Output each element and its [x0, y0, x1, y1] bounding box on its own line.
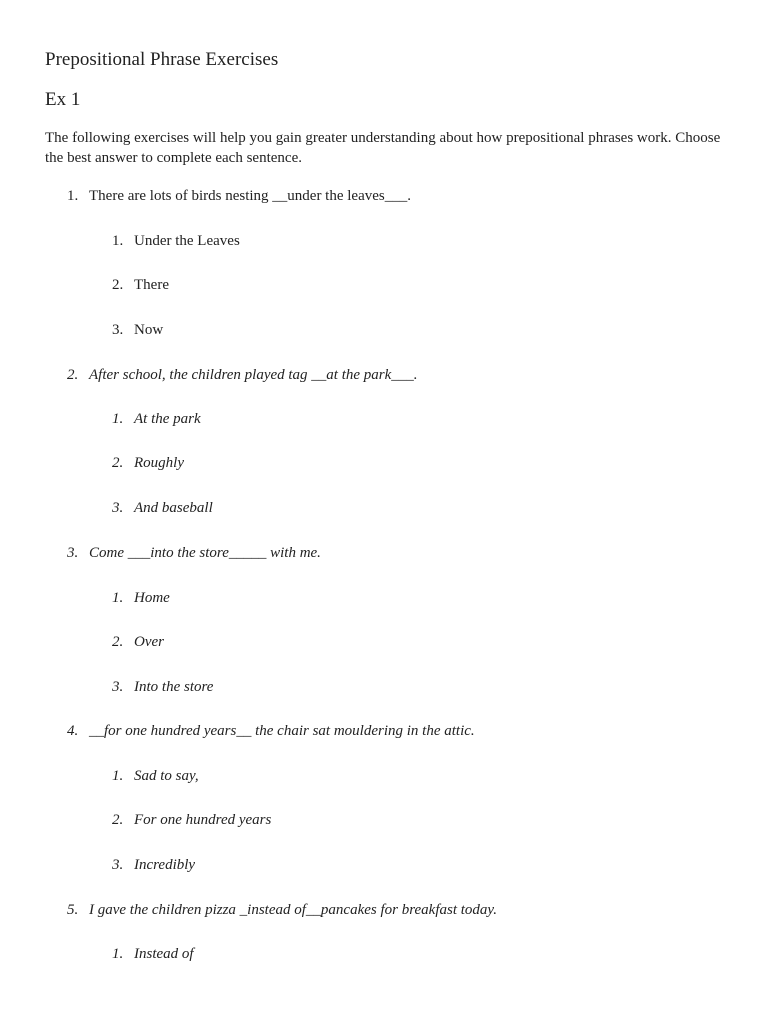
question-5: [67, 900, 497, 920]
intro-paragraph: The following exercises will help you gain greater understanding about how prepositional phrases work. Choose the best answer to complete each sentence.: [45, 130, 721, 166]
question-text: I gave the children pizza _instead of__pancakes for breakfast today.: [89, 902, 497, 918]
option-4-3: [112, 855, 195, 875]
option-1-1: [112, 231, 240, 251]
question-text: __for one hundred years__ the chair sat mouldering in the attic.: [89, 723, 475, 739]
option-number: 1.: [112, 768, 124, 784]
option-4-2: [112, 810, 271, 830]
option-number: 3.: [112, 500, 124, 516]
option-text: Instead of: [134, 946, 194, 962]
option-number: 1.: [112, 946, 124, 962]
option-number: 2.: [112, 455, 124, 471]
option-text: Roughly: [134, 455, 184, 471]
question-number: 2.: [67, 367, 79, 383]
question-3: [67, 543, 321, 563]
option-5-1: [112, 944, 194, 964]
option-text: At the park: [134, 411, 201, 427]
option-number: 1.: [112, 590, 124, 606]
option-number: 3.: [112, 322, 124, 338]
option-text: Sad to say,: [134, 768, 199, 784]
option-2-1: [112, 409, 201, 429]
question-text: After school, the children played tag __at the park___.: [89, 367, 418, 383]
option-number: 3.: [112, 679, 124, 695]
option-number: 2.: [112, 634, 124, 650]
option-number: 3.: [112, 857, 124, 873]
option-4-1: [112, 766, 199, 786]
question-number: 5.: [67, 902, 79, 918]
option-number: 1.: [112, 411, 124, 427]
question-number: 1.: [67, 188, 79, 204]
option-number: 2.: [112, 277, 124, 293]
question-2: [67, 365, 418, 385]
question-number: 3.: [67, 545, 79, 561]
question-4: [67, 721, 475, 741]
option-text: There: [134, 277, 169, 293]
option-text: Over: [134, 634, 164, 650]
option-text: Under the Leaves: [134, 233, 240, 249]
exercise-heading: Ex 1: [45, 89, 81, 110]
option-text: And baseball: [134, 500, 213, 516]
option-3-1: [112, 588, 170, 608]
option-text: Into the store: [134, 679, 214, 695]
option-number: 1.: [112, 233, 124, 249]
option-2-2: [112, 453, 184, 473]
option-text: Incredibly: [134, 857, 196, 873]
option-1-3: [112, 320, 163, 340]
option-3-2: [112, 632, 164, 652]
option-2-3: [112, 498, 213, 518]
option-3-3: [112, 677, 213, 697]
question-number: 4.: [67, 723, 79, 739]
page-title: Prepositional Phrase Exercises: [45, 49, 279, 70]
option-number: 2.: [112, 812, 124, 828]
question-text: Come ___into the store_____ with me.: [89, 545, 321, 561]
option-text: For one hundred years: [134, 812, 272, 828]
option-text: Home: [134, 590, 170, 606]
question-text: There are lots of birds nesting __under the leaves___.: [89, 188, 411, 204]
question-1: [67, 186, 411, 206]
option-1-2: [112, 275, 169, 295]
option-text: Now: [134, 322, 164, 338]
